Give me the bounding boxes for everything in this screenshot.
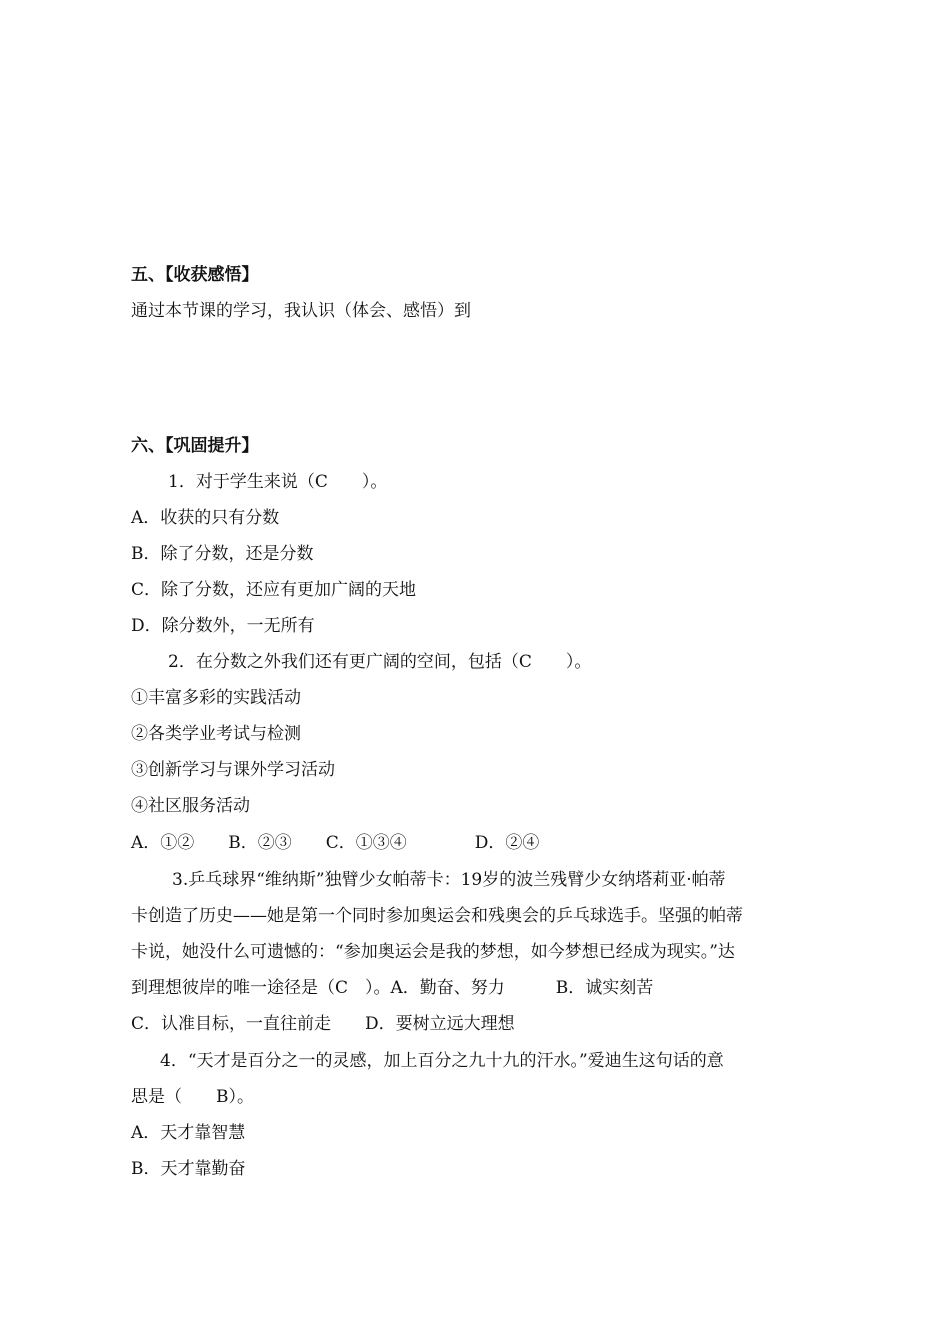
question-1-option-b: B．除了分数，还是分数 (131, 544, 314, 564)
question-3-line-3: 卡说，她没什么可遗憾的：“参加奥运会是我的梦想，如今梦想已经成为现实。”达 (131, 942, 735, 962)
question-2-item-1: ①丰富多彩的实践活动 (131, 688, 301, 708)
question-1-stem: 1．对于学生来说（C ）。 (168, 472, 388, 492)
question-4-option-a: A．天才靠智慧 (131, 1123, 246, 1143)
question-2-item-4: ④社区服务活动 (131, 796, 250, 816)
question-1-option-a: A．收获的只有分数 (131, 508, 280, 528)
question-2-item-2: ②各类学业考试与检测 (131, 724, 301, 744)
question-3-line-1: 3.乒乓球界“维纳斯”独臂少女帕蒂卡：19岁的波兰残臂少女纳塔莉亚·帕蒂 (172, 870, 726, 890)
question-4-option-b: B．天才靠勤奋 (131, 1159, 246, 1179)
question-4-line-2: 思是（ B）。 (131, 1087, 254, 1107)
section-6-heading: 六、【巩固提升】 (131, 436, 259, 456)
question-3-line-5: C．认准目标，一直往前走 D．要树立远大理想 (131, 1014, 515, 1034)
question-3-line-2: 卡创造了历史——她是第一个同时参加奥运会和残奥会的乒乓球选手。坚强的帕蒂 (131, 906, 743, 926)
section-5-body: 通过本节课的学习，我认识（体会、感悟）到 (131, 301, 471, 321)
question-2-options: A．①② B．②③ C．①③④ D．②④ (131, 833, 540, 853)
question-1-option-d: D．除分数外，一无所有 (131, 616, 315, 636)
question-2-stem: 2．在分数之外我们还有更广阔的空间，包括（C ）。 (168, 652, 592, 672)
question-1-option-c: C．除了分数，还应有更加广阔的天地 (131, 580, 417, 600)
question-3-line-4: 到理想彼岸的唯一途径是（C ）。A．勤奋、努力 B．诚实刻苦 (131, 978, 654, 998)
question-2-item-3: ③创新学习与课外学习活动 (131, 760, 335, 780)
question-4-line-1: 4．“天才是百分之一的灵感，加上百分之九十九的汗水。”爱迪生这句话的意 (160, 1051, 724, 1071)
section-5-heading: 五、【收获感悟】 (131, 265, 259, 285)
